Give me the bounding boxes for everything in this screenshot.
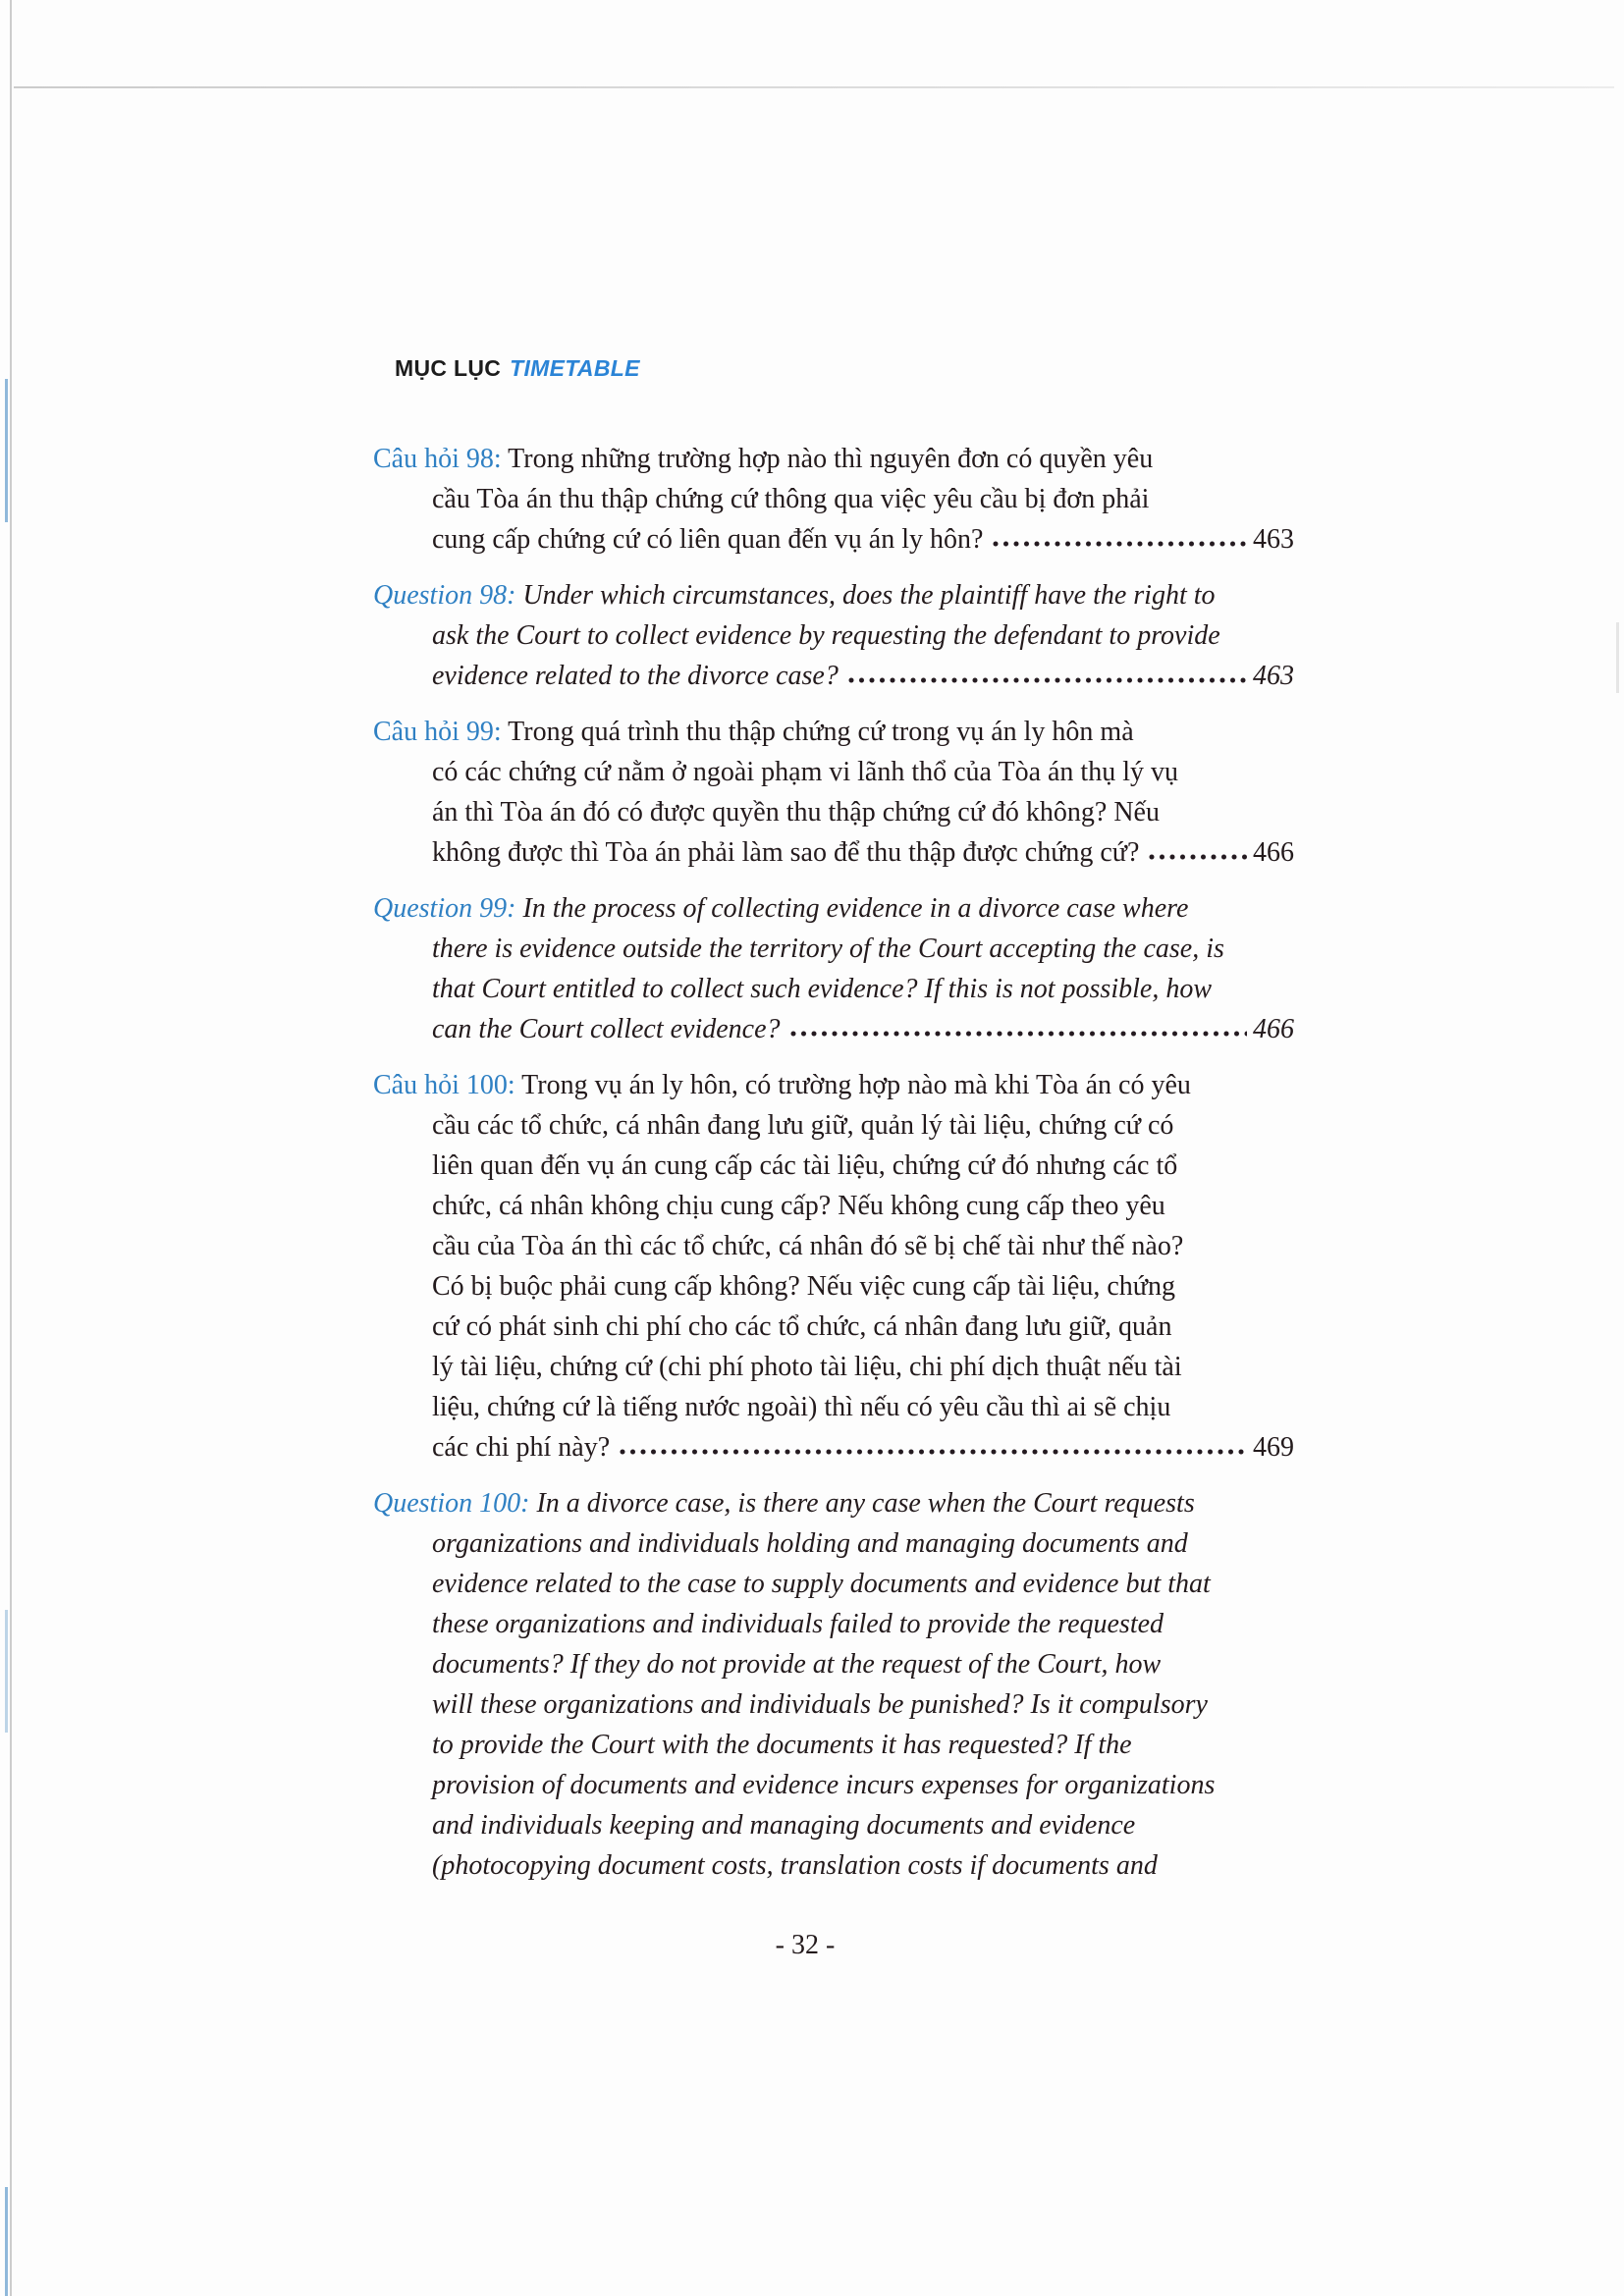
entry-line bbox=[373, 712, 1294, 752]
entry-line: lý tài liệu, chứng cứ (chi phí photo tài liệu, chi phí dịch thuật nếu tài bbox=[432, 1352, 1182, 1382]
toc-entry-question-100 bbox=[373, 1483, 1294, 1886]
entry-line bbox=[373, 1065, 1294, 1105]
dot-leader bbox=[1148, 853, 1247, 861]
entry-page-number: 466 bbox=[1253, 837, 1294, 868]
entry-line: documents? If they do not provide at the request of the Court, how bbox=[432, 1649, 1162, 1680]
table-of-contents bbox=[373, 439, 1294, 1901]
dot-leader bbox=[619, 1448, 1247, 1456]
entry-line bbox=[373, 1483, 1294, 1523]
toc-entry-cau-hoi-99 bbox=[373, 712, 1294, 873]
scan-left-edge-line bbox=[10, 0, 12, 2296]
entry-line: cầu của Tòa án thì các tổ chức, cá nhân đó sẽ bị chế tài như thế nào? bbox=[432, 1231, 1184, 1261]
scan-smudge bbox=[1616, 622, 1619, 693]
entry-line: cầu Tòa án thu thập chứng cứ thông qua việc yêu cầu bị đơn phải bbox=[432, 484, 1150, 514]
dot-leader bbox=[789, 1030, 1247, 1038]
entry-line: provision of documents and evidence incurs expenses for organizations bbox=[432, 1770, 1216, 1800]
entry-line: and individuals keeping and managing documents and evidence bbox=[432, 1810, 1136, 1841]
entry-line bbox=[373, 575, 1294, 615]
entry-line: that Court entitled to collect such evidence? If this is not possible, how bbox=[432, 974, 1212, 1004]
entry-line: to provide the Court with the documents it has requested? If the bbox=[432, 1730, 1132, 1760]
entry-line: cứ có phát sinh chi phí cho các tổ chức, cá nhân đang lưu giữ, quản bbox=[432, 1311, 1172, 1342]
entry-line bbox=[432, 656, 1294, 696]
entry-label: Câu hỏi 99: bbox=[373, 717, 502, 747]
toc-title-en: TIMETABLE bbox=[510, 355, 640, 381]
toc-entry-cau-hoi-100 bbox=[373, 1065, 1294, 1468]
dot-leader bbox=[847, 676, 1247, 684]
toc-entry-question-98 bbox=[373, 575, 1294, 696]
entry-page-number: 466 bbox=[1253, 1014, 1294, 1044]
toc-entry-question-99 bbox=[373, 888, 1294, 1049]
entry-text: cung cấp chứng cứ có liên quan đến vụ án ly hôn? bbox=[432, 524, 984, 555]
entry-line: cầu các tổ chức, cá nhân đang lưu giữ, quản lý tài liệu, chứng cứ có bbox=[432, 1110, 1174, 1141]
entry-text: evidence related to the divorce case? bbox=[432, 661, 839, 691]
entry-label: Question 98: bbox=[373, 580, 516, 611]
entry-line bbox=[373, 439, 1294, 479]
entry-page-number: 463 bbox=[1253, 661, 1294, 691]
entry-line: (photocopying document costs, translation costs if documents and bbox=[432, 1850, 1158, 1881]
entry-text: In a divorce case, is there any case when the Court requests bbox=[536, 1488, 1195, 1519]
entry-label: Câu hỏi 100: bbox=[373, 1070, 515, 1100]
entry-text: can the Court collect evidence? bbox=[432, 1014, 781, 1044]
entry-line: liên quan đến vụ án cung cấp các tài liệu, chứng cứ đó nhưng các tổ bbox=[432, 1150, 1178, 1181]
entry-line bbox=[432, 1009, 1294, 1049]
entry-text: các chi phí này? bbox=[432, 1432, 611, 1463]
entry-line: evidence related to the case to supply documents and evidence but that bbox=[432, 1569, 1211, 1599]
entry-text: In the process of collecting evidence in a divorce case where bbox=[522, 893, 1189, 924]
toc-title-vi: MỤC LỤC bbox=[395, 355, 502, 381]
entry-line: these organizations and individuals failed to provide the requested bbox=[432, 1609, 1164, 1639]
scan-blue-streak bbox=[5, 1610, 8, 1733]
entry-line: Có bị buộc phải cung cấp không? Nếu việc cung cấp tài liệu, chứng bbox=[432, 1271, 1175, 1302]
entry-text: không được thì Tòa án phải làm sao để thu thập được chứng cứ? bbox=[432, 837, 1140, 868]
entry-page-number: 469 bbox=[1253, 1432, 1294, 1463]
footer-page-number: - 32 - bbox=[775, 1930, 836, 1960]
entry-line: có các chứng cứ nằm ở ngoài phạm vi lãnh thổ của Tòa án thụ lý vụ bbox=[432, 757, 1178, 787]
entry-line: there is evidence outside the territory of the Court accepting the case, is bbox=[432, 934, 1224, 964]
entry-text: Trong vụ án ly hôn, có trường hợp nào mà khi Tòa án có yêu bbox=[521, 1070, 1191, 1100]
page-header bbox=[395, 355, 640, 382]
entry-text: Under which circumstances, does the plaintiff have the right to bbox=[522, 580, 1216, 611]
entry-page-number: 463 bbox=[1253, 524, 1294, 555]
entry-line bbox=[373, 888, 1294, 929]
scan-top-edge-line bbox=[14, 86, 1614, 88]
entry-line bbox=[432, 519, 1294, 560]
entry-line: chức, cá nhân không chịu cung cấp? Nếu không cung cấp theo yêu bbox=[432, 1191, 1165, 1221]
entry-text: Trong quá trình thu thập chứng cứ trong vụ án ly hôn mà bbox=[508, 717, 1134, 747]
entry-line bbox=[432, 1427, 1294, 1468]
scan-blue-streak bbox=[5, 2187, 8, 2296]
entry-line: liệu, chứng cứ là tiếng nước ngoài) thì nếu có yêu cầu thì ai sẽ chịu bbox=[432, 1392, 1171, 1422]
entry-line: organizations and individuals holding and managing documents and bbox=[432, 1528, 1188, 1559]
entry-label: Question 99: bbox=[373, 893, 516, 924]
entry-line bbox=[432, 832, 1294, 873]
toc-entry-cau-hoi-98 bbox=[373, 439, 1294, 560]
entry-line: will these organizations and individuals be punished? Is it compulsory bbox=[432, 1689, 1208, 1720]
entry-label: Question 100: bbox=[373, 1488, 530, 1519]
dot-leader bbox=[992, 540, 1247, 548]
entry-label: Câu hỏi 98: bbox=[373, 444, 502, 474]
entry-line: án thì Tòa án đó có được quyền thu thập chứng cứ đó không? Nếu bbox=[432, 797, 1160, 828]
entry-text: Trong những trường hợp nào thì nguyên đơn có quyền yêu bbox=[508, 444, 1154, 474]
scan-blue-streak bbox=[5, 379, 8, 522]
entry-line: ask the Court to collect evidence by requesting the defendant to provide bbox=[432, 620, 1220, 651]
